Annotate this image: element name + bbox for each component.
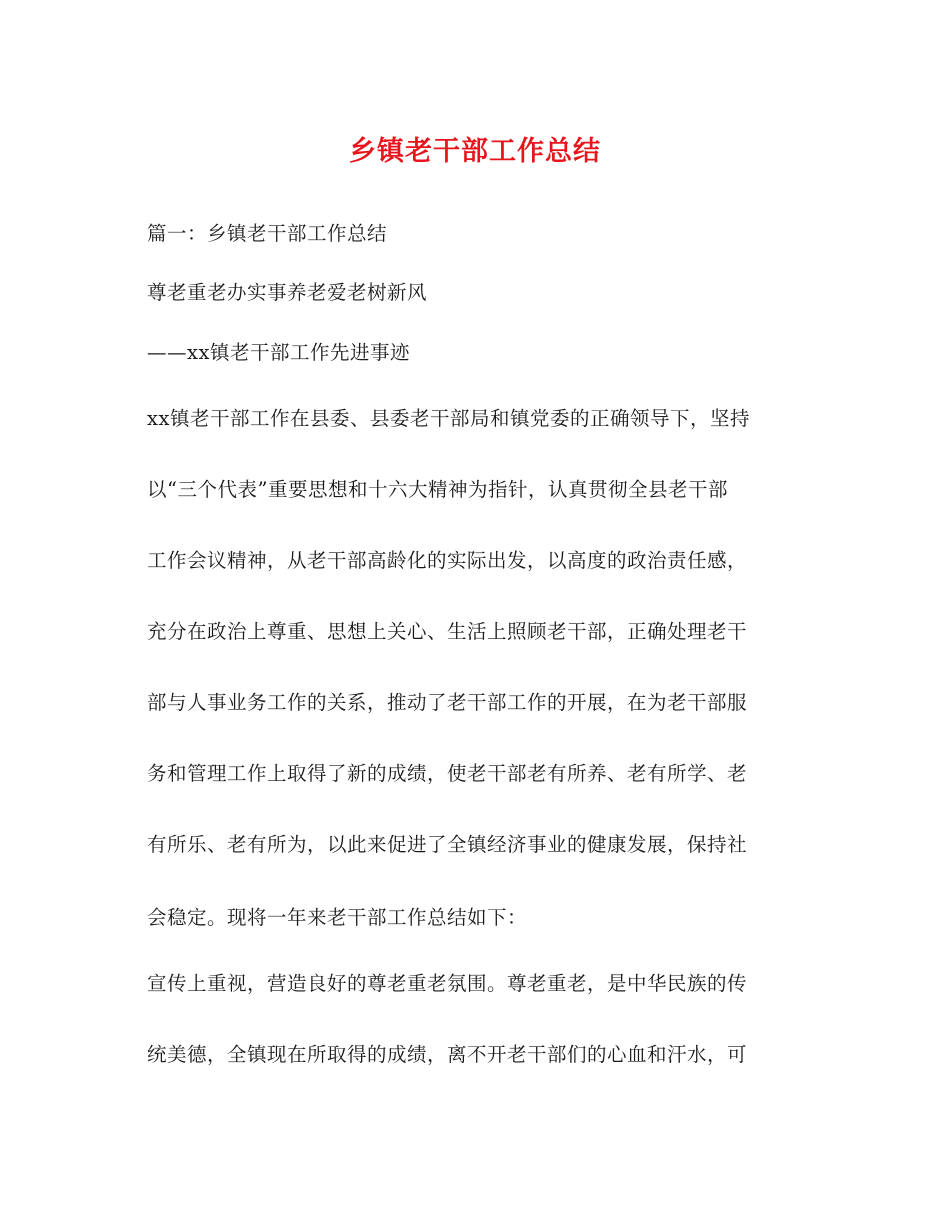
paragraph-line: 务和管理工作上取得了新的成绩，使老干部老有所养、老有所学、老: [147, 762, 748, 785]
paragraph-line: xx镇老干部工作在县委、县委老干部局和镇党委的正确领导下，坚持: [147, 407, 750, 430]
article-headline: 尊老重老办实事养老爱老树新风: [147, 281, 428, 304]
paragraph-line: 充分在政治上尊重、思想上关心、生活上照顾老干部，正确处理老干: [147, 620, 748, 643]
paragraph-line: 工作会议精神，从老干部高龄化的实际出发，以高度的政治责任感，: [147, 549, 748, 572]
paragraph-line: 统美德，全镇现在所取得的成绩，离不开老干部们的心血和汗水，可: [147, 1043, 748, 1066]
section-heading: 篇一：乡镇老干部工作总结: [147, 222, 388, 245]
article-subheadline: ——xx镇老干部工作先进事迹: [147, 341, 410, 364]
paragraph-line: 以“三个代表”重要思想和十六大精神为指针，认真贯彻全县老干部: [147, 478, 728, 501]
paragraph-line: 宣传上重视，营造良好的尊老重老氛围。尊老重老，是中华民族的传: [147, 972, 748, 995]
paragraph-line: 部与人事业务工作的关系，推动了老干部工作的开展，在为老干部服: [147, 691, 748, 714]
document-title: 乡镇老干部工作总结: [349, 136, 601, 167]
paragraph-line: 有所乐、老有所为，以此来促进了全镇经济事业的健康发展，保持社: [147, 833, 748, 856]
paragraph-line: 会稳定。现将一年来老干部工作总结如下：: [147, 906, 528, 929]
